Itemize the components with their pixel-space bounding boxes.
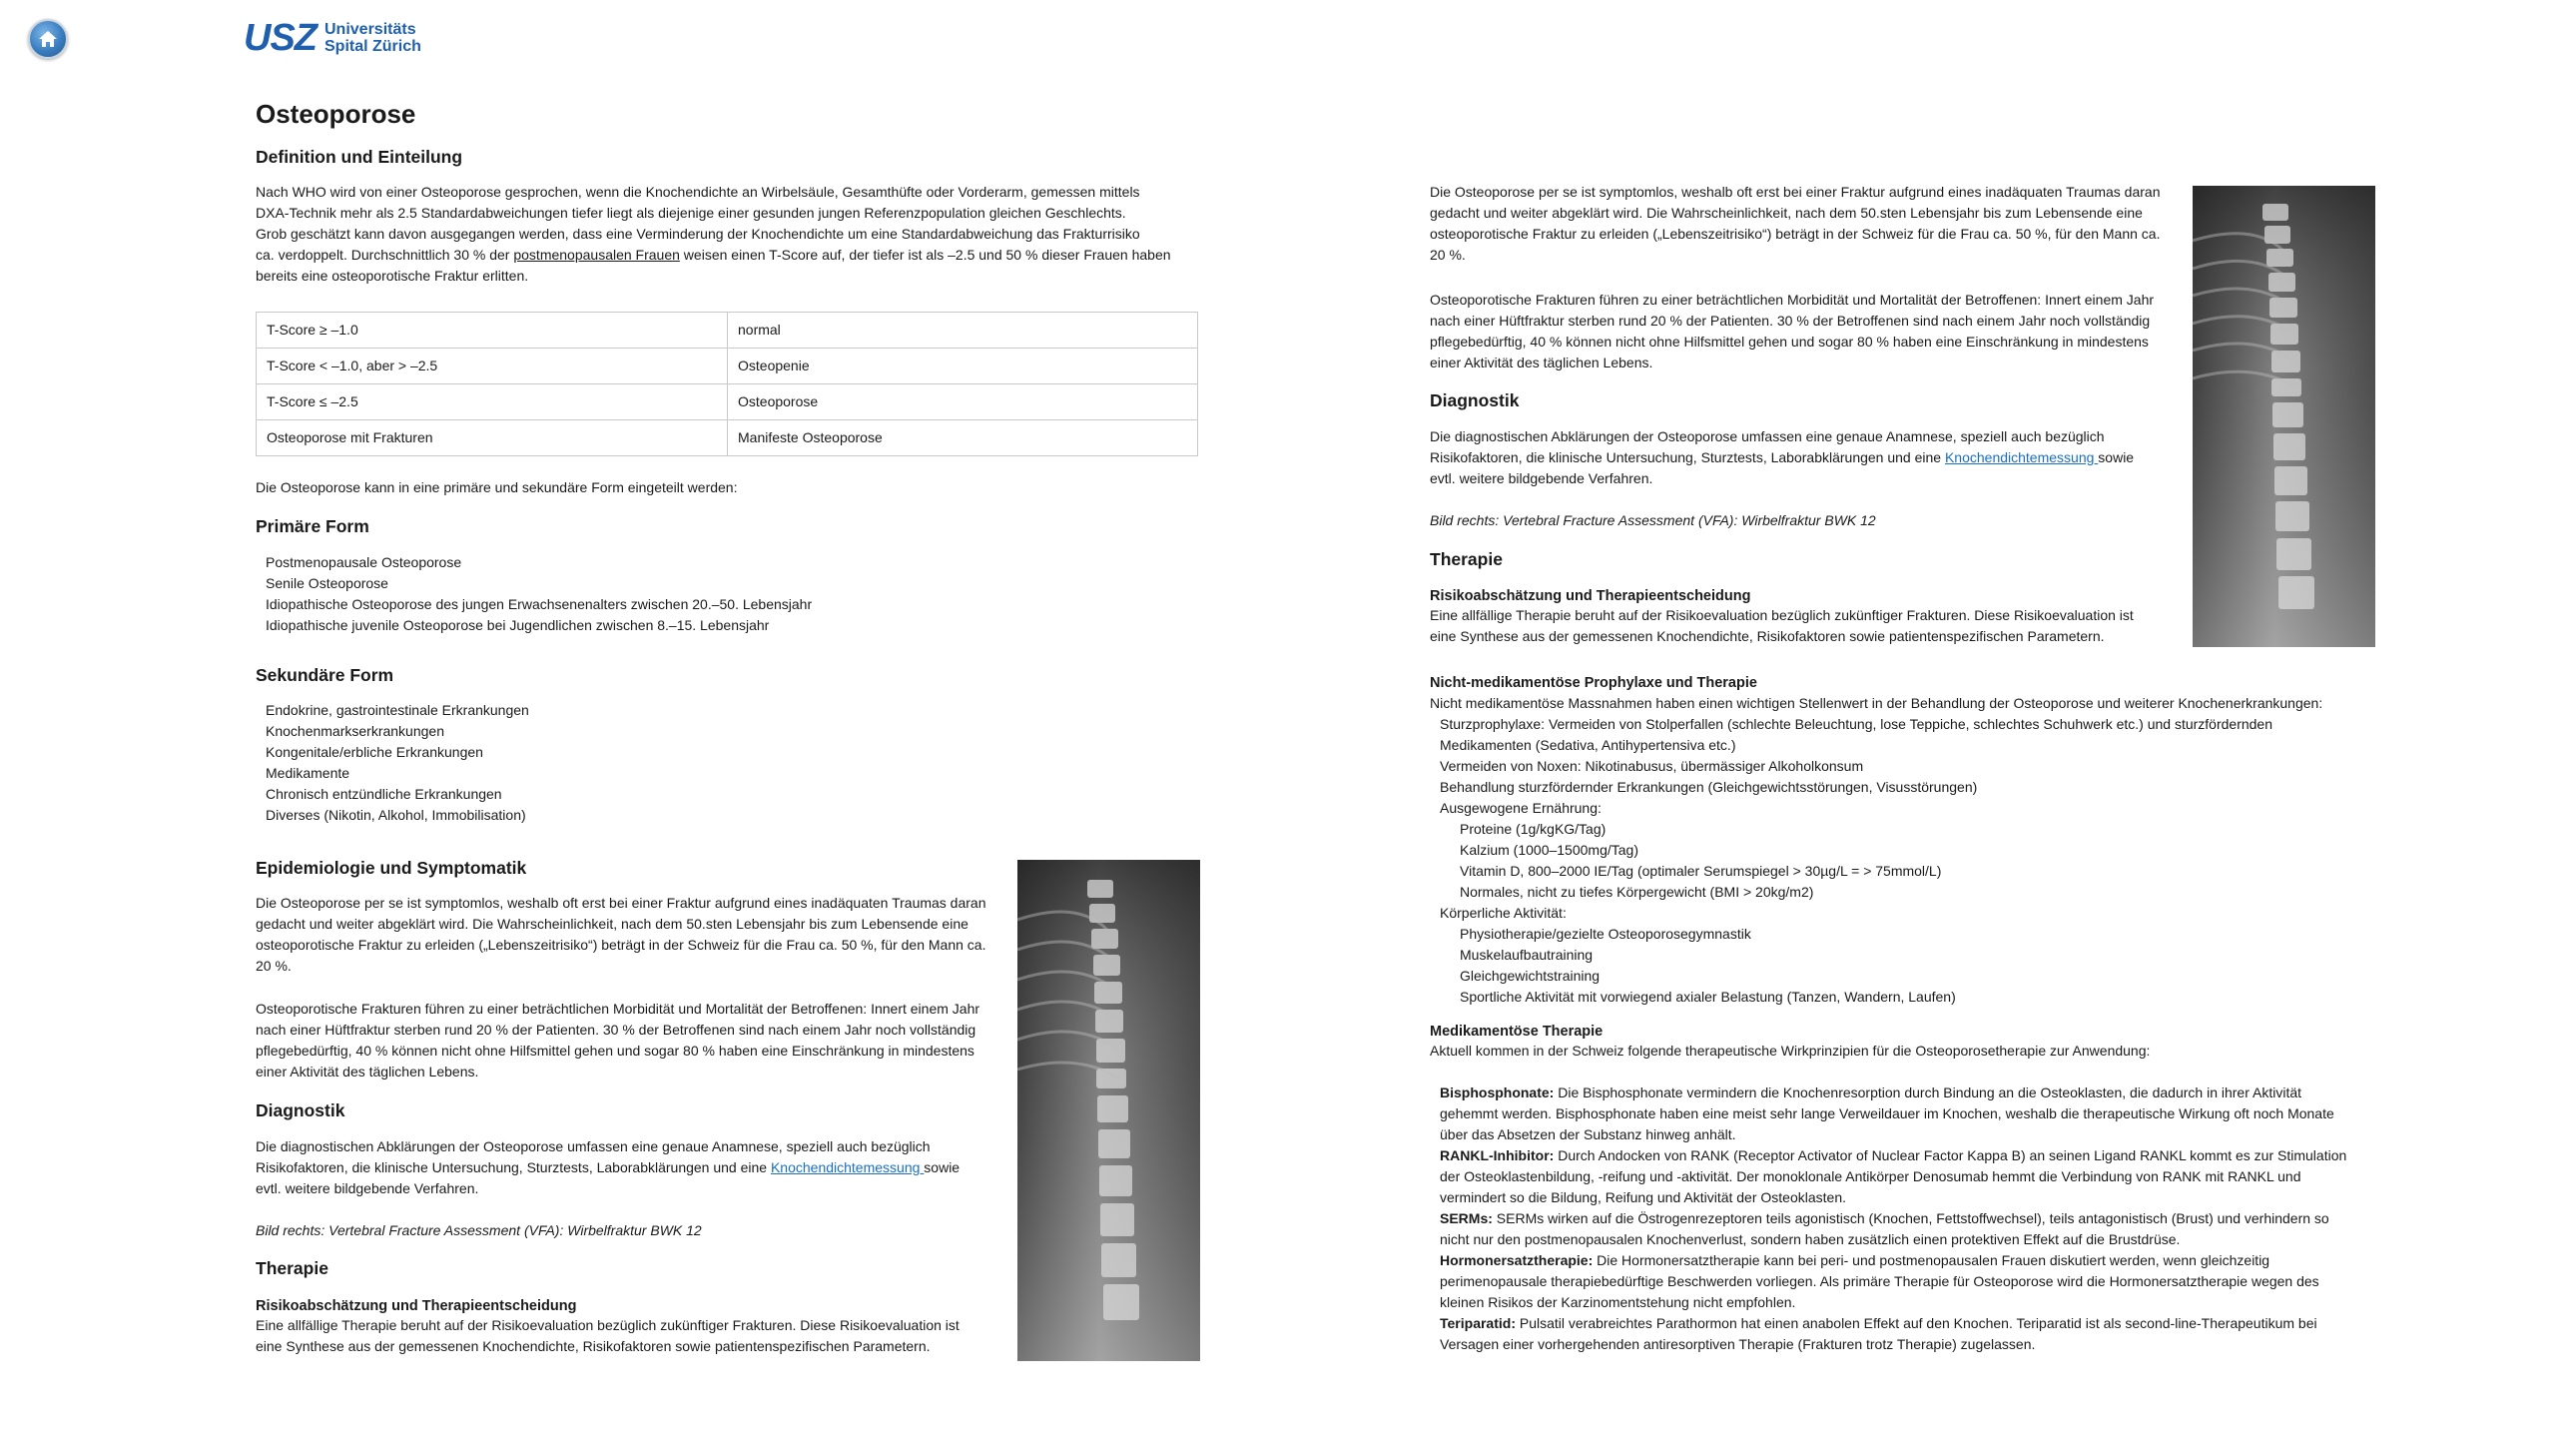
text-line: 20 %. xyxy=(1430,247,1466,263)
diagnostik-heading: Diagnostik xyxy=(256,1100,345,1120)
epidemiology-p2 xyxy=(256,999,1014,1082)
text-line: Eine allfällige Therapie beruht auf der Risikoevaluation bezüglich zukünftiger Frakturen. Diese Risikoevaluation ist xyxy=(1430,607,2134,623)
activity-label: Körperliche Aktivität: xyxy=(1440,905,1567,921)
table-cell: Osteoporose mit Frakturen xyxy=(257,420,728,456)
list-item xyxy=(1440,903,2272,1008)
page-title: Osteoporose xyxy=(256,99,416,129)
right-therapie-heading: Therapie xyxy=(1430,549,1503,569)
list-item xyxy=(1440,798,2272,903)
text-line: nach einer Hüftfraktur sterben rund 20 % der Patienten. 30 % der Betroffenen sind nach einem Jahr noch vollständig xyxy=(1430,313,2151,329)
text-line: Osteoporotische Frakturen führen zu einer beträchtlichen Morbidität und Mortalität der Betroffenen: Innert einem Jahr xyxy=(256,1001,980,1017)
table-cell: T-Score < –1.0, aber > –2.5 xyxy=(257,349,728,384)
drug-name: RANKL-Inhibitor: xyxy=(1440,1147,1555,1163)
text-segment: Die Bisphosphonate vermindern die Knochenresorption durch Bindung an die Osteoklasten, die dadurch in ihrer Aktivität xyxy=(1554,1084,2302,1100)
list-item: Senile Osteoporose xyxy=(266,575,388,591)
list-item: Sturzprophylaxe: Vermeiden von Stolperfallen (schlechte Beleuchtung, lose Teppiche, schlechtes Schuhwerk etc.) und sturzfördernden xyxy=(1440,716,2272,732)
secondary-heading: Sekundäre Form xyxy=(256,665,394,685)
right-xray-image xyxy=(2193,186,2375,647)
text-line: Nach WHO wird von einer Osteoporose gesprochen, wenn die Knochendichte an Wirbelsäule, Gesamthüfte oder Vorderarm, gemessen mittels xyxy=(256,184,1140,200)
text-line: Die Osteoporose per se ist symptomlos, weshalb oft erst bei einer Fraktur aufgrund eines inadäquaten Traumas daran xyxy=(1430,184,2161,200)
tscore-table xyxy=(256,312,1198,456)
text-line xyxy=(256,245,1214,266)
xray-image xyxy=(1017,860,1200,1361)
text-line: gedacht und weiter abgeklärt wird. Die Wahrscheinlichkeit, nach dem 50.sten Lebensjahr bis zum Lebensende eine xyxy=(256,916,968,932)
right-knochendichtemessung-link[interactable]: Knochendichtemessung xyxy=(1944,449,2099,465)
text-line: Osteoporotische Frakturen führen zu einer beträchtlichen Morbidität und Mortalität der Betroffenen: Innert einem Jahr xyxy=(1430,292,2155,308)
text-line xyxy=(1440,1082,2346,1103)
text-line: nach einer Hüftfraktur sterben rund 20 % der Patienten. 30 % der Betroffenen sind nach einem Jahr noch vollständig xyxy=(256,1022,976,1038)
list-item: Behandlung sturzfördernder Erkrankungen (Gleichgewichtsstörungen, Visusstörungen) xyxy=(1440,779,1978,795)
nutrition-label: Ausgewogene Ernährung: xyxy=(1440,800,1602,816)
definition-heading: Definition und Einteilung xyxy=(256,147,463,167)
text-line: eine Synthese aus der gemessenen Knochendichte, Risikofaktoren sowie patientenspezifischen Parametern. xyxy=(1430,628,2105,644)
therapie-heading: Therapie xyxy=(256,1258,328,1278)
drug-entry-serms xyxy=(1440,1208,2346,1250)
right-epidemiology-p2 xyxy=(1430,290,2189,373)
drug-name: Hormonersatztherapie: xyxy=(1440,1252,1594,1268)
text-line xyxy=(1440,1145,2346,1166)
nonmed-list xyxy=(1430,714,2272,1008)
drug-list xyxy=(1440,1082,2346,1355)
text-segment: ca. verdoppelt. Durchschnittlich 30 % der xyxy=(256,247,514,263)
text-segment: Pulsatil verabreichtes Parathormon hat einen anabolen Effekt auf den Knochen. Teriparatid ist als second-line-Therapeutikum bei xyxy=(1515,1315,2317,1331)
list-item: Kongenitale/erbliche Erkrankungen xyxy=(266,744,483,760)
text-segment: weisen einen T-Score auf, der tiefer ist als –2.5 und 50 % dieser Frauen haben xyxy=(679,247,1171,263)
list-item: Normales, nicht zu tiefes Körpergewicht (BMI > 20kg/m2) xyxy=(1460,884,1814,900)
table-cell: Osteopenie xyxy=(728,349,1198,384)
text-line: DXA-Technik mehr als 2.5 Standardabweichungen tiefer liegt als diejenige einer gesunden jungen Referenzpopulation gleichen Geschlechts. xyxy=(256,205,1126,221)
text-line: eine Synthese aus der gemessenen Knochendichte, Risikofaktoren sowie patientenspezifischen Parametern. xyxy=(256,1338,931,1354)
diagnostik-paragraph xyxy=(256,1136,1014,1199)
epidemiology-p1 xyxy=(256,893,1014,977)
text-line: pflegebedürftig, 40 % können nicht ohne Hilfsmittel gehen und sogar 80 % haben eine Einschränkung in mindestens xyxy=(256,1043,974,1059)
nonmed-heading: Nicht-medikamentöse Prophylaxe und Therapie xyxy=(1430,675,1757,691)
list-item: Idiopathische juvenile Osteoporose bei Jugendlichen zwischen 8.–15. Lebensjahr xyxy=(266,617,770,633)
postmenopausal-link[interactable]: postmenopausalen Frauen xyxy=(513,247,680,263)
logo-line-2: Spital Zürich xyxy=(324,38,421,55)
list-item: Postmenopausale Osteoporose xyxy=(266,554,462,570)
med-intro: Aktuell kommen in der Schweiz folgende therapeutische Wirkprinzipien für die Osteoporosetherapie zur Anwendung: xyxy=(1430,1043,2151,1059)
definition-paragraph xyxy=(256,182,1214,287)
list-item: Gleichgewichtstraining xyxy=(1460,968,1601,984)
list-item: Medikamente xyxy=(266,765,350,781)
med-heading: Medikamentöse Therapie xyxy=(1430,1024,1604,1040)
text-line: über das Absetzen der Substanz hinweg anhält. xyxy=(1440,1126,1736,1142)
text-line: gedacht und weiter abgeklärt wird. Die Wahrscheinlichkeit, nach dem 50.sten Lebensjahr bis zum Lebensende eine xyxy=(1430,205,2143,221)
drug-name: SERMs: xyxy=(1440,1210,1493,1226)
drug-entry-rankl xyxy=(1440,1145,2346,1208)
right-spine-xray xyxy=(2193,186,2375,647)
logo-mark: USZ xyxy=(244,17,317,59)
classification-intro: Die Osteoporose kann in eine primäre und sekundäre Form eingeteilt werden: xyxy=(256,479,738,495)
table-cell: Manifeste Osteoporose xyxy=(728,420,1198,456)
table-cell: Osteoporose xyxy=(728,384,1198,420)
knochendichtemessung-link[interactable]: Knochendichtemessung xyxy=(770,1159,925,1175)
text-segment: SERMs wirken auf die Östrogenrezeptoren teils agonistisch (Knochen, Fettstoffwechsel), teils antagonistisch (Brust) und verhindern so xyxy=(1492,1210,2329,1226)
table-row xyxy=(257,420,1198,456)
text-segment: Die Hormonersatztherapie kann bei peri- und postmenopausalen Frauen diskutiert werden, wenn gleichzeitig xyxy=(1593,1252,2270,1268)
drug-entry-hrt xyxy=(1440,1250,2346,1313)
table-cell: T-Score ≤ –2.5 xyxy=(257,384,728,420)
tscore-table-wrap xyxy=(256,312,1198,456)
usz-logo[interactable] xyxy=(244,18,421,58)
right-risk-paragraph xyxy=(1430,605,2189,647)
list-item: Idiopathische Osteoporose des jungen Erwachsenenalters zwischen 20.–50. Lebensjahr xyxy=(266,596,813,612)
text-line: perimenopausale therapiebedürftige Beschwerden vorliegen. Als primäre Therapie für Osteoporose wird die Hormonersatztherapie wegen des xyxy=(1440,1273,2319,1289)
text-line: Die Osteoporose per se ist symptomlos, weshalb oft erst bei einer Fraktur aufgrund eines inadäquaten Traumas daran xyxy=(256,895,986,911)
text-line: Eine allfällige Therapie beruht auf der Risikoevaluation bezüglich zukünftiger Frakturen. Diese Risikoevaluation ist xyxy=(256,1317,960,1333)
drug-entry-teriparatid xyxy=(1440,1313,2346,1355)
text-line: einer Aktivität des täglichen Lebens. xyxy=(256,1064,479,1079)
text-line: vermindert so die Bildung, Reifung und Aktivität der Osteoklasten. xyxy=(1440,1189,1846,1205)
text-line: evtl. weitere bildgebende Verfahren. xyxy=(256,1180,479,1196)
text-segment: Risikofaktoren, die klinische Untersuchung, Sturztests, Laborabklärungen und eine xyxy=(1430,449,1945,465)
list-item: Diverses (Nikotin, Alkohol, Immobilisation) xyxy=(266,807,526,823)
image-caption: Bild rechts: Vertebral Fracture Assessment (VFA): Wirbelfraktur BWK 12 xyxy=(256,1222,702,1238)
right-diagnostik-heading: Diagnostik xyxy=(1430,390,1520,410)
logo-text xyxy=(324,21,421,55)
epidemiology-heading: Epidemiologie und Symptomatik xyxy=(256,858,527,878)
text-line: 20 %. xyxy=(256,958,292,974)
text-line xyxy=(1440,1208,2346,1229)
text-segment: sowie xyxy=(2098,449,2135,465)
list-item: Knochenmarkserkrankungen xyxy=(266,723,444,739)
drug-name: Bisphosphonate: xyxy=(1440,1084,1555,1100)
primary-list xyxy=(256,552,812,636)
table-row xyxy=(257,384,1198,420)
home-button[interactable] xyxy=(28,19,68,59)
text-line: evtl. weitere bildgebende Verfahren. xyxy=(1430,470,1653,486)
text-segment: Durch Andocken von RANK (Receptor Activator of Nuclear Factor Kappa B) an seinen Ligand RANKL kommt es zur Stimulation xyxy=(1554,1147,2347,1163)
text-line: bereits eine osteoporotische Fraktur erlitten. xyxy=(256,268,529,284)
list-item: Chronisch entzündliche Erkrankungen xyxy=(266,786,502,802)
text-line: kleinen Risikos der Karzinomentstehung nicht empfohlen. xyxy=(1440,1294,1796,1310)
right-risk-heading: Risikoabschätzung und Therapieentscheidung xyxy=(1430,588,1751,604)
risk-paragraph xyxy=(256,1315,1014,1357)
logo-line-1: Universitäts xyxy=(324,21,416,38)
list-item: Muskelaufbautraining xyxy=(1460,947,1594,963)
text-line: osteoporotische Fraktur zu erleiden („Lebenszeitrisiko“) beträgt in der Schweiz für die Frau ca. 50 %, für den Mann ca. xyxy=(256,937,986,953)
drug-name: Teriparatid: xyxy=(1440,1315,1516,1331)
primary-heading: Primäre Form xyxy=(256,516,369,536)
home-icon xyxy=(37,28,59,50)
table-row xyxy=(257,313,1198,349)
text-line xyxy=(1430,447,2189,468)
text-line: der Osteoklastenbildung, -reifung und -aktivität. Der monoklonale Antikörper Denosumab hemmt die Verbindung von RANK mit RANKL und xyxy=(1440,1168,2301,1184)
text-line xyxy=(256,1157,1014,1178)
text-line: Grob geschätzt kann davon ausgegangen werden, dass eine Verminderung der Knochendichte um eine Standardabweichung das Frakturrisiko xyxy=(256,226,1140,242)
text-segment: Risikofaktoren, die klinische Untersuchung, Sturztests, Laborabklärungen und eine xyxy=(256,1159,771,1175)
list-item: Vitamin D, 800–2000 IE/Tag (optimaler Serumspiegel > 30µg/L = > 75mmol/L) xyxy=(1460,863,1942,879)
list-item: Medikamenten (Sedativa, Antihypertensiva etc.) xyxy=(1440,737,1736,753)
text-line: Versagen einer vorhergehenden antiresorptiven Therapie (Frakturen trotz Therapie) zugelassen. xyxy=(1440,1336,2036,1352)
text-line xyxy=(1440,1250,2346,1271)
text-line: gehemmt werden. Bisphosphonate haben eine meist sehr lange Verweildauer im Knochen, weshalb die therapeutische Wirkung oft noch Monate xyxy=(1440,1105,2334,1121)
text-line: nicht nur den postmenopausalen Knochenverlust, sondern haben zusätzlich einen protektiven Effekt auf die Brustdrüse. xyxy=(1440,1231,2181,1247)
activity-list xyxy=(1440,924,2272,1008)
right-epidemiology-p1 xyxy=(1430,182,2189,266)
right-image-caption: Bild rechts: Vertebral Fracture Assessment (VFA): Wirbelfraktur BWK 12 xyxy=(1430,512,1876,528)
text-line xyxy=(1440,1313,2346,1334)
list-item: Physiotherapie/gezielte Osteoporosegymnastik xyxy=(1460,926,1751,942)
nonmed-intro: Nicht medikamentöse Massnahmen haben einen wichtigen Stellenwert in der Behandlung der Osteoporose und weiterer Knochenerkrankungen: xyxy=(1430,695,2323,711)
drug-entry-bisphosphonate xyxy=(1440,1082,2346,1145)
list-item: Proteine (1g/kgKG/Tag) xyxy=(1460,821,1607,837)
table-cell: T-Score ≥ –1.0 xyxy=(257,313,728,349)
secondary-list xyxy=(256,700,529,826)
table-cell: normal xyxy=(728,313,1198,349)
list-item: Endokrine, gastrointestinale Erkrankungen xyxy=(266,702,529,718)
text-line: pflegebedürftig, 40 % können nicht ohne Hilfsmittel gehen und sogar 80 % haben eine Einschränkung in mindestens xyxy=(1430,334,2149,350)
spine-xray xyxy=(1017,860,1200,1361)
nutrition-list xyxy=(1440,819,2272,903)
text-line: Die diagnostischen Abklärungen der Osteoporose umfassen eine genaue Anamnese, speziell auch bezüglich xyxy=(256,1138,931,1154)
list-item: Kalzium (1000–1500mg/Tag) xyxy=(1460,842,1638,858)
risk-heading: Risikoabschätzung und Therapieentscheidung xyxy=(256,1298,577,1314)
text-line: Die diagnostischen Abklärungen der Osteoporose umfassen eine genaue Anamnese, speziell auch bezüglich xyxy=(1430,428,2105,444)
text-line: einer Aktivität des täglichen Lebens. xyxy=(1430,355,1653,370)
table-row xyxy=(257,349,1198,384)
text-segment: sowie xyxy=(924,1159,961,1175)
list-item: Sportliche Aktivität mit vorwiegend axialer Belastung (Tanzen, Wandern, Laufen) xyxy=(1460,989,1956,1005)
list-item: Vermeiden von Noxen: Nikotinabusus, übermässiger Alkoholkonsum xyxy=(1440,758,1864,774)
right-diagnostik-paragraph xyxy=(1430,426,2189,489)
text-line: osteoporotische Fraktur zu erleiden („Lebenszeitrisiko“) beträgt in der Schweiz für die Frau ca. 50 %, für den Mann ca. xyxy=(1430,226,2161,242)
